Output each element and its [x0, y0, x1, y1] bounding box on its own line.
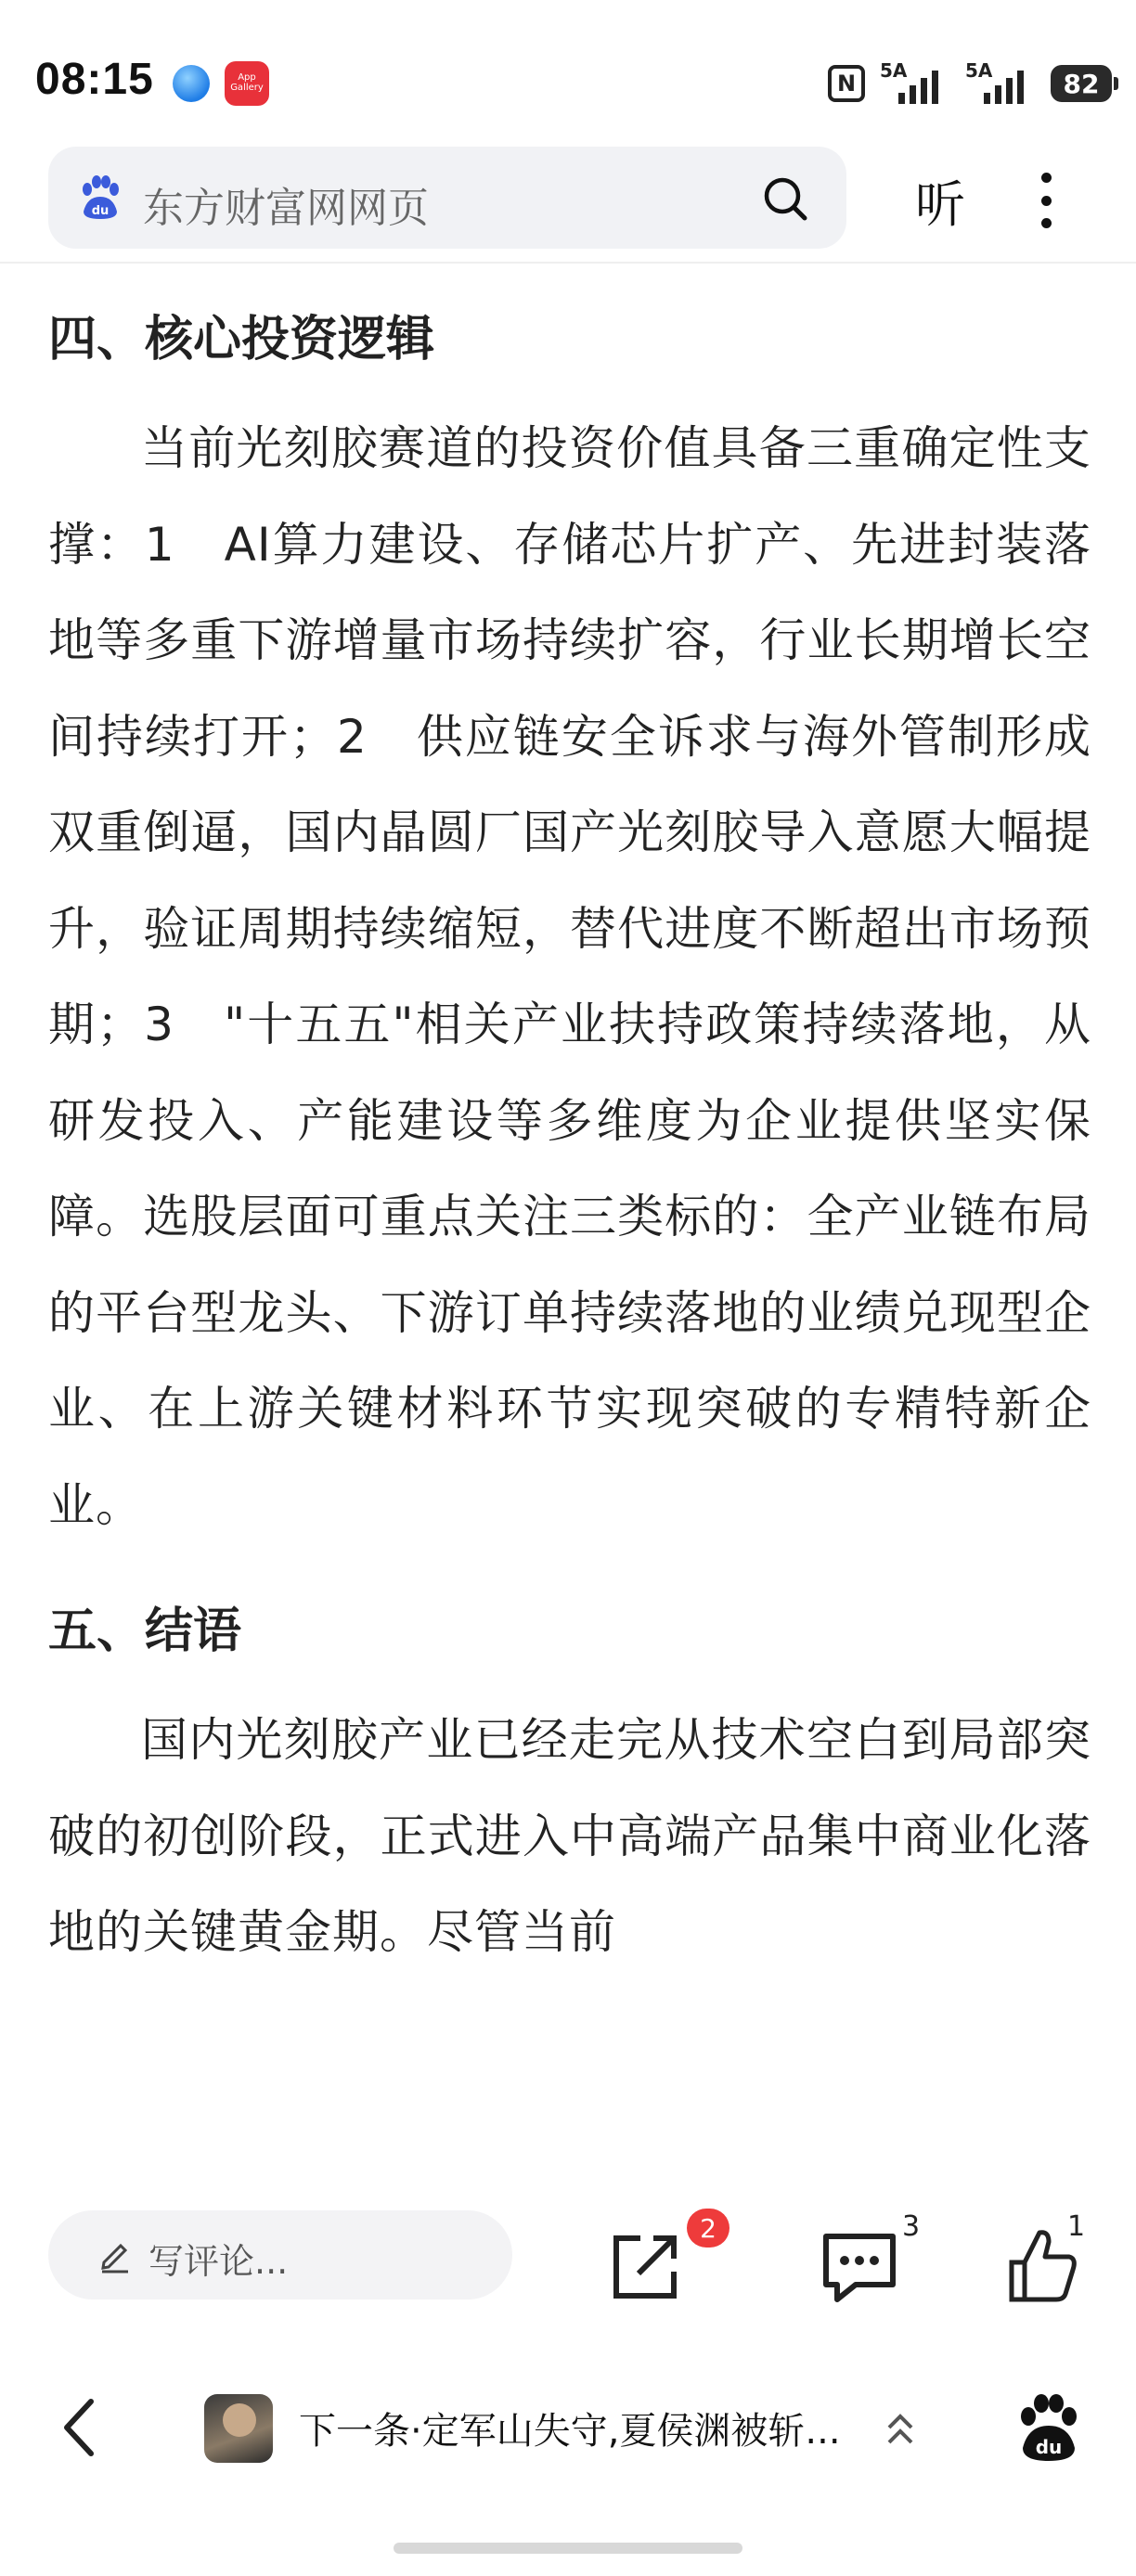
- baidu-paw-icon: [74, 173, 124, 223]
- article-body: [48, 306, 1091, 1981]
- svg-text:du: du: [91, 204, 110, 218]
- comment-icon[interactable]: [819, 2229, 900, 2305]
- comment-placeholder: 写评论...: [148, 2241, 289, 2282]
- comment-input[interactable]: [48, 2210, 512, 2299]
- next-article-title[interactable]: 下一条·定军山失守,夏侯渊被斩...: [299, 2410, 841, 2453]
- search-bar[interactable]: [48, 147, 846, 249]
- status-time: 08:15: [35, 55, 154, 104]
- baidu-paw-logo-icon[interactable]: [1012, 2390, 1086, 2465]
- next-article-bar: [0, 2357, 1136, 2496]
- signal-2-label: 5A: [965, 59, 993, 82]
- svg-text:du: du: [1035, 2436, 1063, 2458]
- signal-1-label: 5A: [880, 59, 908, 82]
- section-heading-5: 五、结语: [48, 1604, 242, 1659]
- home-indicator[interactable]: [394, 2543, 742, 2554]
- section-heading-4: 四、核心投资逻辑: [48, 312, 435, 367]
- header-divider: [0, 262, 1136, 264]
- section-5-paragraph: 国内光刻胶产业已经走完从技术空白到局部突破的初创阶段，正式进入中高端产品集中商业化落地的关键黄金期。尽管当前: [48, 1713, 1091, 1959]
- chevron-up-icon[interactable]: [884, 2409, 917, 2452]
- pencil-icon: [97, 2236, 134, 2273]
- signal-1-icon: [880, 59, 950, 104]
- search-icon[interactable]: [761, 174, 809, 223]
- share-icon[interactable]: [607, 2229, 683, 2305]
- status-bar: [0, 0, 1136, 139]
- status-indicators: [828, 61, 1112, 106]
- battery-icon: 82: [1051, 65, 1112, 102]
- nfc-icon: N: [828, 65, 865, 102]
- share-badge: 2: [687, 2209, 729, 2248]
- more-options-icon[interactable]: [1039, 173, 1052, 228]
- section-4-paragraph: 当前光刻胶赛道的投资价值具备三重确定性支撑：1 AI算力建设、存储芯片扩产、先进封装落地等多重下游增量市场持续扩容，行业长期增长空间持续打开；2 供应链安全诉求与海外管制形成双重倒逼，国内晶圆厂国产光刻胶导入意愿大幅提升，验证周期持续缩短，替代进度不断超出市场预期；3 "十五五"相关产业扶持政策持续落地，从研发投入、产能建设等多维度为企业提供坚实保障。选股层面可重点关注三类标的：全产业链布局的平台型龙头、下游订单持续落地的业绩兑现型企业、在上游关键材料环节实现突破的专精特新企业。: [48, 421, 1091, 1532]
- signal-2-icon: [965, 59, 1036, 104]
- article-action-bar: [0, 2190, 1136, 2311]
- like-count: 1: [1067, 2210, 1086, 2243]
- app-gallery-icon: App Gallery: [225, 61, 269, 106]
- comment-count: 3: [902, 2210, 921, 2243]
- browser-notification-icon: [173, 65, 210, 102]
- back-arrow-icon[interactable]: [56, 2394, 102, 2461]
- listen-button[interactable]: 听: [915, 175, 965, 234]
- search-query[interactable]: 东方财富网网页: [143, 185, 429, 232]
- next-article-thumbnail[interactable]: [204, 2394, 273, 2463]
